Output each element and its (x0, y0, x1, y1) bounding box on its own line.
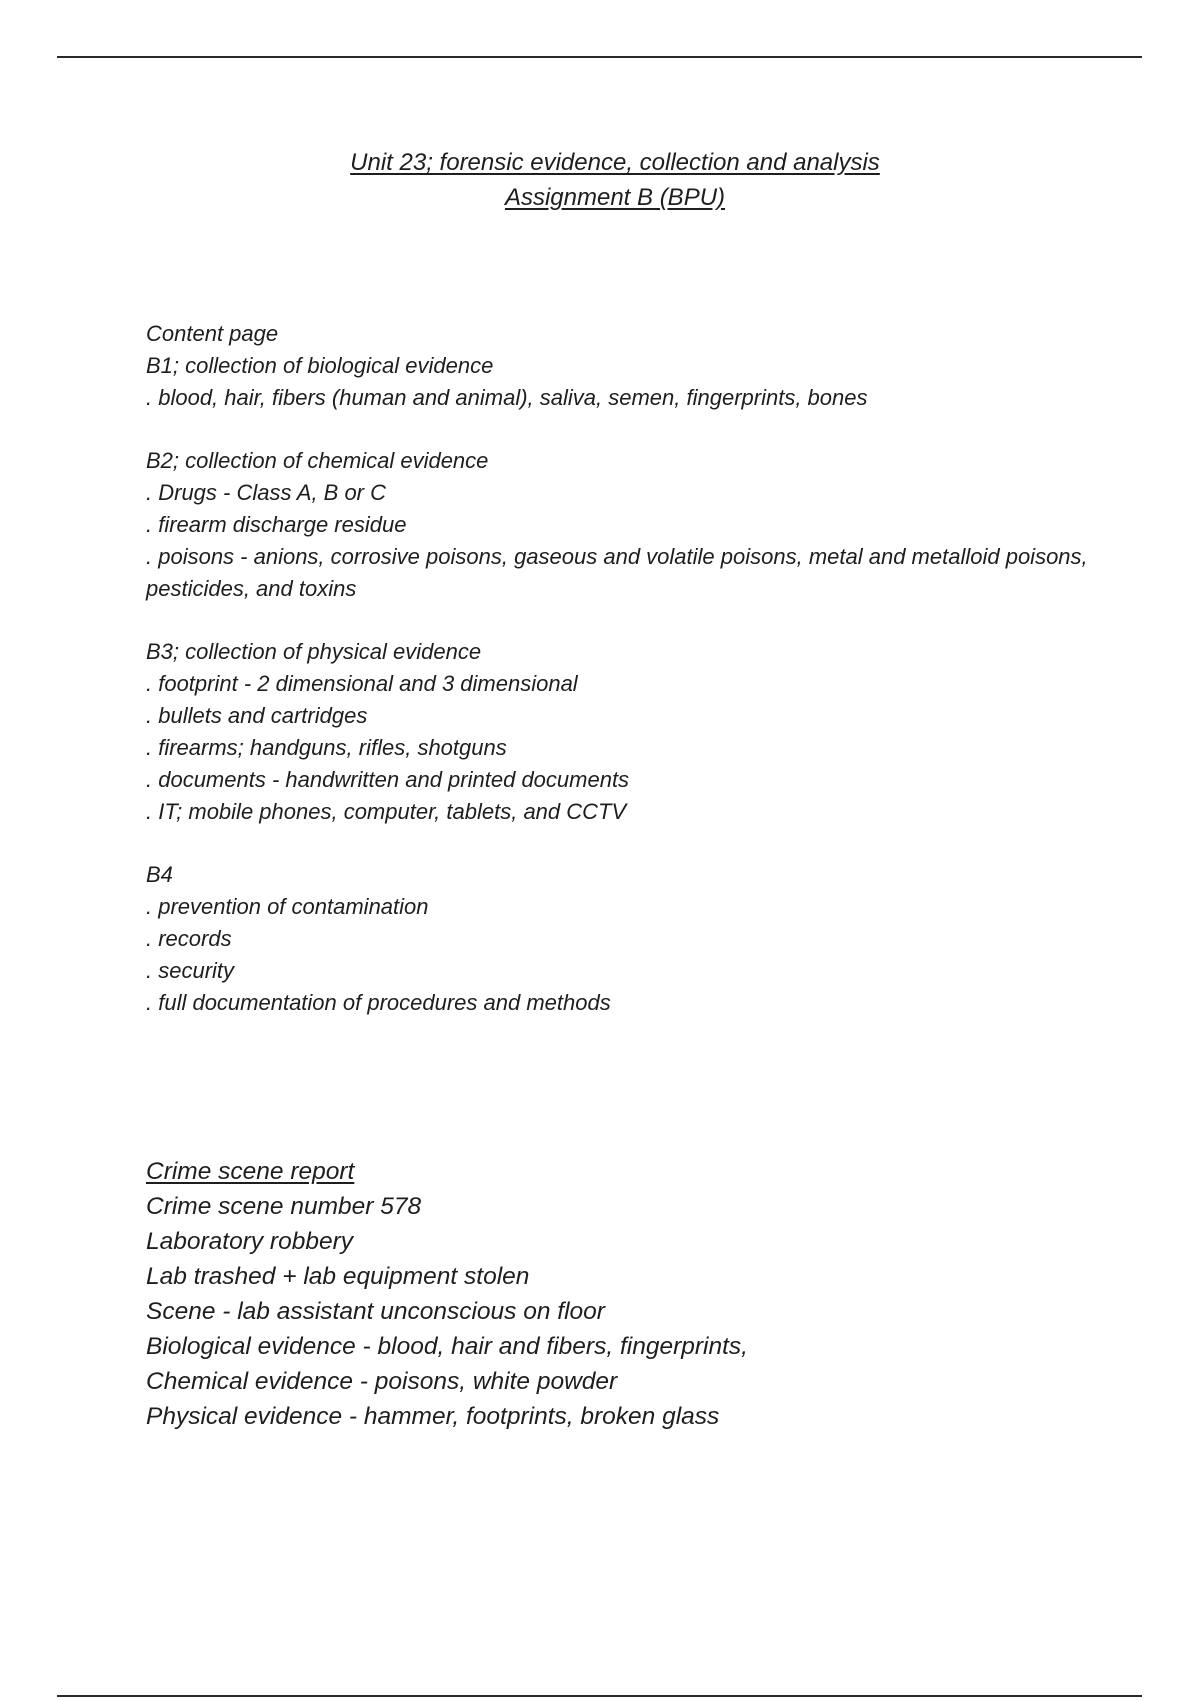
report-heading: Crime scene report (146, 1158, 355, 1185)
top-rule (57, 56, 1142, 58)
b3-item: . bullets and cartridges (146, 703, 368, 728)
report-line: Laboratory robbery (146, 1228, 354, 1255)
bottom-rule (57, 1695, 1142, 1697)
b2-item: . firearm discharge residue (146, 512, 407, 537)
report-line: Lab trashed + lab equipment stolen (146, 1263, 530, 1290)
report-line: Physical evidence - hammer, footprints, broken glass (146, 1403, 720, 1430)
b1-title: B1; collection of biological evidence (146, 353, 494, 378)
b4-item: . prevention of contamination (146, 894, 429, 919)
b3-item: . IT; mobile phones, computer, tablets, and CCTV (146, 799, 627, 824)
title-line-2: Assignment B (BPU) (504, 184, 726, 211)
b1-item: . blood, hair, fibers (human and animal), saliva, semen, fingerprints, bones (146, 385, 868, 410)
b3-title: B3; collection of physical evidence (146, 639, 482, 664)
title-line-1: Unit 23; forensic evidence, collection and analysis (350, 149, 880, 176)
b2-item: . Drugs - Class A, B or C (146, 480, 387, 505)
b2-title: B2; collection of chemical evidence (146, 448, 489, 473)
b2-item: . poisons - anions, corrosive poisons, gaseous and volatile poisons, metal and metalloid poisons, pesticides, and toxins (146, 544, 1088, 601)
document-title (0, 145, 1200, 215)
report-line: Chemical evidence - poisons, white powder (146, 1368, 618, 1395)
crime-scene-report-section (146, 1154, 1106, 1434)
b4-item: . full documentation of procedures and methods (146, 990, 611, 1015)
b4-item: . records (146, 926, 232, 951)
b3-item: . firearms; handguns, rifles, shotguns (146, 735, 507, 760)
b3-item: . footprint - 2 dimensional and 3 dimensional (146, 671, 578, 696)
b3-item: . documents - handwritten and printed documents (146, 767, 630, 792)
report-line: Biological evidence - blood, hair and fibers, fingerprints, (146, 1333, 748, 1360)
b4-title: B4 (146, 862, 173, 887)
report-line: Crime scene number 578 (146, 1193, 422, 1220)
content-page-heading: Content page (146, 321, 279, 346)
content-page-section (146, 318, 1106, 1019)
b4-item: . security (146, 958, 235, 983)
report-line: Scene - lab assistant unconscious on floor (146, 1298, 605, 1325)
